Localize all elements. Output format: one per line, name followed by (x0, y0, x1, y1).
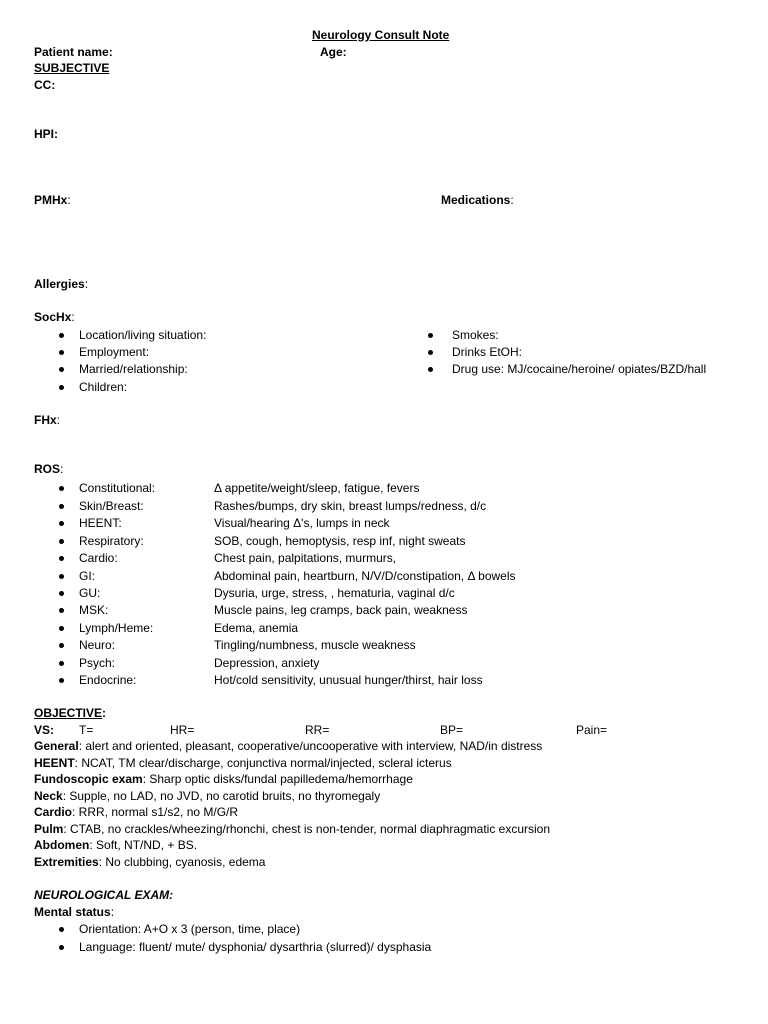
ros-item-label: Endocrine: (79, 673, 137, 687)
ros-item-label: GI: (79, 569, 96, 583)
bullet-icon (59, 367, 64, 372)
exam-line (34, 822, 550, 836)
ros-item-label: HEENT: (79, 516, 122, 530)
exam-value: : No clubbing, cyanosis, edema (98, 855, 266, 869)
hpi-label: HPI: (34, 127, 58, 141)
ros-item-value: Muscle pains, leg cramps, back pain, weakness (214, 603, 468, 617)
list-item: Employment: (79, 345, 150, 359)
exam-label: Fundoscopic exam (34, 772, 143, 786)
list-item: Location/living situation: (79, 328, 207, 342)
bullet-icon (59, 385, 64, 390)
ros-item-value: SOB, cough, hemoptysis, resp inf, night sweats (214, 534, 466, 548)
list-item: Language: fluent/ mute/ dysphonia/ dysarthria (slurred)/ dysphasia (79, 940, 432, 954)
exam-label: Pulm (34, 822, 64, 836)
patient-name-label: Patient name: (34, 45, 113, 59)
list-item: Drug use: MJ/cocaine/heroine/ opiates/BZD/hall (452, 362, 707, 376)
allergies-row: Allergies: (34, 277, 89, 291)
ros-item-value: Tingling/numbness, muscle weakness (214, 638, 416, 652)
ros-item-value: Rashes/bumps, dry skin, breast lumps/redness, d/c (214, 499, 487, 513)
cc-label: CC: (34, 78, 56, 92)
bullet-icon (59, 521, 64, 526)
exam-line (34, 772, 413, 786)
ros-item-label: Lymph/Heme: (79, 621, 154, 635)
vs-label: VS: (34, 723, 55, 737)
bullet-icon (59, 574, 64, 579)
exam-line (34, 789, 380, 803)
vital-hr: HR= (170, 723, 195, 737)
exam-line (34, 805, 238, 819)
bullet-icon (59, 556, 64, 561)
exam-line (34, 756, 452, 770)
vital-rr: RR= (305, 723, 330, 737)
exam-line (34, 855, 265, 869)
exam-label: Cardio (34, 805, 73, 819)
exam-label: General (34, 739, 79, 753)
neuro-heading: NEUROLOGICAL EXAM: (34, 888, 174, 902)
exam-value: : NCAT, TM clear/discharge, conjunctiva normal/injected, scleral icterus (74, 756, 452, 770)
ros-row: ROS: (34, 462, 64, 476)
bullet-icon (59, 608, 64, 613)
bullet-icon (428, 367, 433, 372)
ros-item-label: Respiratory: (79, 534, 144, 548)
exam-line (34, 838, 197, 852)
ros-item-label: MSK: (79, 603, 109, 617)
sochx-row: SocHx: (34, 310, 75, 324)
bullet-icon (59, 661, 64, 666)
exam-value: : Sharp optic disks/fundal papilledema/hemorrhage (142, 772, 413, 786)
exam-line (34, 739, 542, 753)
ros-item-value: Edema, anemia (214, 621, 299, 635)
bullet-icon (428, 350, 433, 355)
ros-item-value: Depression, anxiety (214, 656, 320, 670)
list-item: Smokes: (452, 328, 499, 342)
bullet-icon (59, 626, 64, 631)
ros-item-label: GU: (79, 586, 101, 600)
bullet-icon (59, 643, 64, 648)
exam-value: : RRR, normal s1/s2, no M/G/R (72, 805, 239, 819)
ros-item-value: Hot/cold sensitivity, unusual hunger/thirst, hair loss (214, 673, 483, 687)
ros-item-value: Chest pain, palpitations, murmurs, (214, 551, 397, 565)
exam-value: : Soft, NT/ND, + BS. (89, 838, 198, 852)
mental-status-label: Mental status (34, 905, 111, 919)
bullet-icon (59, 486, 64, 491)
bullet-icon (59, 591, 64, 596)
vital-bp: BP= (440, 723, 464, 737)
list-item: Married/relationship: (79, 362, 188, 376)
ros-item-label: Cardio: (79, 551, 118, 565)
exam-label: HEENT (34, 756, 75, 770)
bullet-icon (59, 504, 64, 509)
bullet-icon (59, 333, 64, 338)
sochx-label: SocHx (34, 310, 72, 324)
fhx-row: FHx: (34, 413, 61, 427)
medications-label: Medications (441, 193, 511, 207)
list-item: Drinks EtOH: (452, 345, 523, 359)
exam-value: : CTAB, no crackles/wheezing/rhonchi, chest is non-tender, normal diaphragmatic excursion (63, 822, 551, 836)
objective-heading: OBJECTIVE (34, 706, 103, 720)
exam-label: Neck (34, 789, 63, 803)
subjective-heading: SUBJECTIVE (34, 61, 110, 75)
exam-value: : Supple, no LAD, no JVD, no carotid bruits, no thyromegaly (62, 789, 381, 803)
allergies-label: Allergies (34, 277, 85, 291)
exam-label: Abdomen (34, 838, 90, 852)
mental-status-row: Mental status: (34, 905, 115, 919)
list-item: Orientation: A+O x 3 (person, time, place) (79, 922, 301, 936)
page-title: Neurology Consult Note (312, 28, 450, 42)
ros-item-value: Δ appetite/weight/sleep, fatigue, fevers (214, 481, 420, 495)
bullet-icon (59, 350, 64, 355)
bullet-icon (59, 539, 64, 544)
ros-label: ROS (34, 462, 61, 476)
ros-item-label: Psych: (79, 656, 116, 670)
exam-value: : alert and oriented, pleasant, cooperative/uncooperative with interview, NAD/in distress (78, 739, 543, 753)
medications-row: Medications: (441, 193, 514, 207)
ros-item-value: Abdominal pain, heartburn, N/V/D/constipation, Δ bowels (214, 569, 516, 583)
bullet-icon (59, 945, 64, 950)
bullet-icon (428, 333, 433, 338)
objective-row: OBJECTIVE: (34, 706, 107, 720)
list-item: Children: (79, 380, 128, 394)
ros-item-label: Neuro: (79, 638, 116, 652)
vital-temp: T= (79, 723, 94, 737)
bullet-icon (59, 678, 64, 683)
bullet-icon (59, 927, 64, 932)
exam-label: Extremities (34, 855, 99, 869)
ros-item-value: Visual/hearing Δ's, lumps in neck (214, 516, 390, 530)
pmhx-label: PMHx (34, 193, 68, 207)
age-label: Age: (320, 45, 347, 59)
ros-item-label: Constitutional: (79, 481, 156, 495)
vital-pain: Pain= (576, 723, 608, 737)
ros-item-value: Dysuria, urge, stress, , hematuria, vaginal d/c (214, 586, 455, 600)
ros-item-label: Skin/Breast: (79, 499, 144, 513)
pmhx-row: PMHx: (34, 193, 71, 207)
fhx-label: FHx (34, 413, 57, 427)
